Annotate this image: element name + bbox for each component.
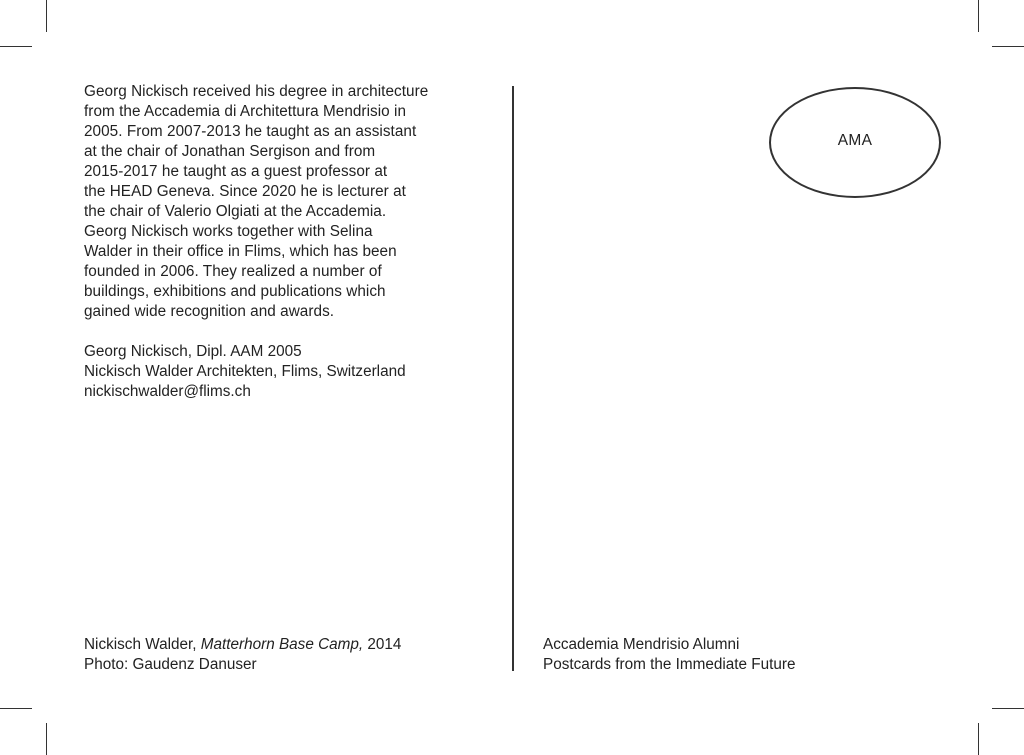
crop-mark-bottom-right-horizontal (992, 708, 1024, 709)
crop-mark-top-right-horizontal (992, 46, 1024, 47)
contact-office: Nickisch Walder Architekten, Flims, Switzerland (84, 363, 406, 380)
crop-mark-bottom-left-horizontal (0, 708, 32, 709)
caption-year: 2014 (363, 636, 402, 653)
crop-mark-bottom-left-vertical (46, 723, 47, 755)
contact-block (84, 342, 504, 402)
publisher-line-1: Accademia Mendrisio Alumni (543, 636, 740, 653)
biography-text: Georg Nickisch received his degree in architecture from the Accademia di Architettura Mendrisio in 2005. From 2007-2013 he taught as an assistant at the chair of Jonathan Sergison and from 2015-2017 he taught as a guest professor at the HEAD Geneva. Since 2020 he is lecturer at the chair of Valerio Olgiati at the Accademia. Georg Nickisch works together with Selina Walder in their office in Flims, which has been founded in 2006. They realized a number of buildings, exhibitions and publications which gained wide recognition and awards. (84, 83, 429, 320)
contact-email[interactable]: nickischwalder@flims.ch (84, 383, 251, 400)
caption-author: Nickisch Walder, (84, 636, 201, 653)
postcard-divider-line (512, 86, 514, 671)
crop-mark-top-left-vertical (46, 0, 47, 32)
crop-mark-top-left-horizontal (0, 46, 32, 47)
contact-name-degree: Georg Nickisch, Dipl. AAM 2005 (84, 343, 302, 360)
image-caption (84, 635, 401, 675)
crop-mark-bottom-right-vertical (978, 723, 979, 755)
biography-block (84, 82, 484, 322)
caption-work-line (84, 635, 401, 655)
crop-mark-top-right-vertical (978, 0, 979, 32)
publisher-line-2: Postcards from the Immediate Future (543, 656, 796, 673)
caption-work-title: Matterhorn Base Camp, (200, 636, 364, 653)
stamp-label: AMA (837, 131, 873, 149)
publisher-info (543, 635, 796, 675)
stamp-oval (769, 87, 941, 198)
caption-photo-credit: Photo: Gaudenz Danuser (84, 656, 257, 673)
